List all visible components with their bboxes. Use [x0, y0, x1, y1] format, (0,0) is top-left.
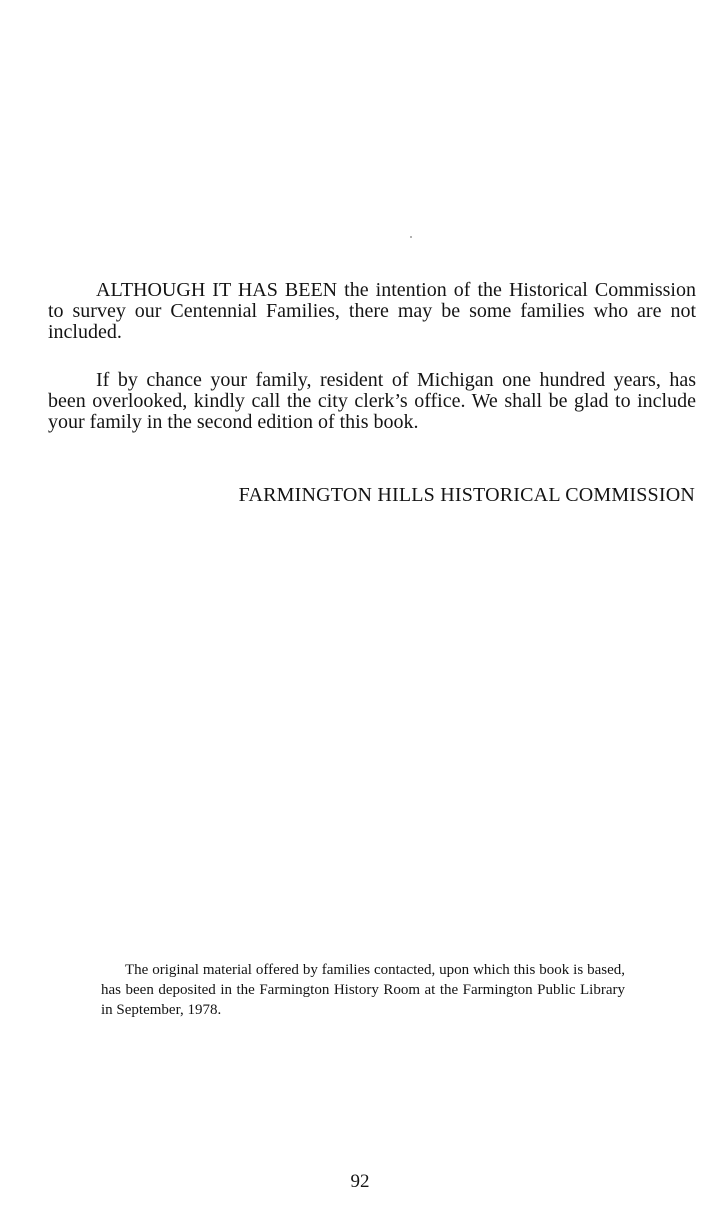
- source-note: The original material offered by families contacted, upon which this book is based, has been deposited in the Farmington History Room at the Farmington Public Library in September, 1978.: [101, 962, 625, 1018]
- page-number: 92: [350, 1171, 370, 1192]
- intro-paragraph: ALTHOUGH IT HAS BEEN the intention of the Historical Commission to survey our Centennial Families, there may be some families who are not included.: [48, 279, 696, 343]
- paper-speck: [410, 236, 412, 238]
- commission-signature: FARMINGTON HILLS HISTORICAL COMMISSION: [238, 484, 695, 506]
- request-paragraph: If by chance your family, resident of Michigan one hundred years, has been overlooked, kindly call the city clerk’s office. We shall be glad to include your family in the second edition of this book.: [48, 369, 696, 433]
